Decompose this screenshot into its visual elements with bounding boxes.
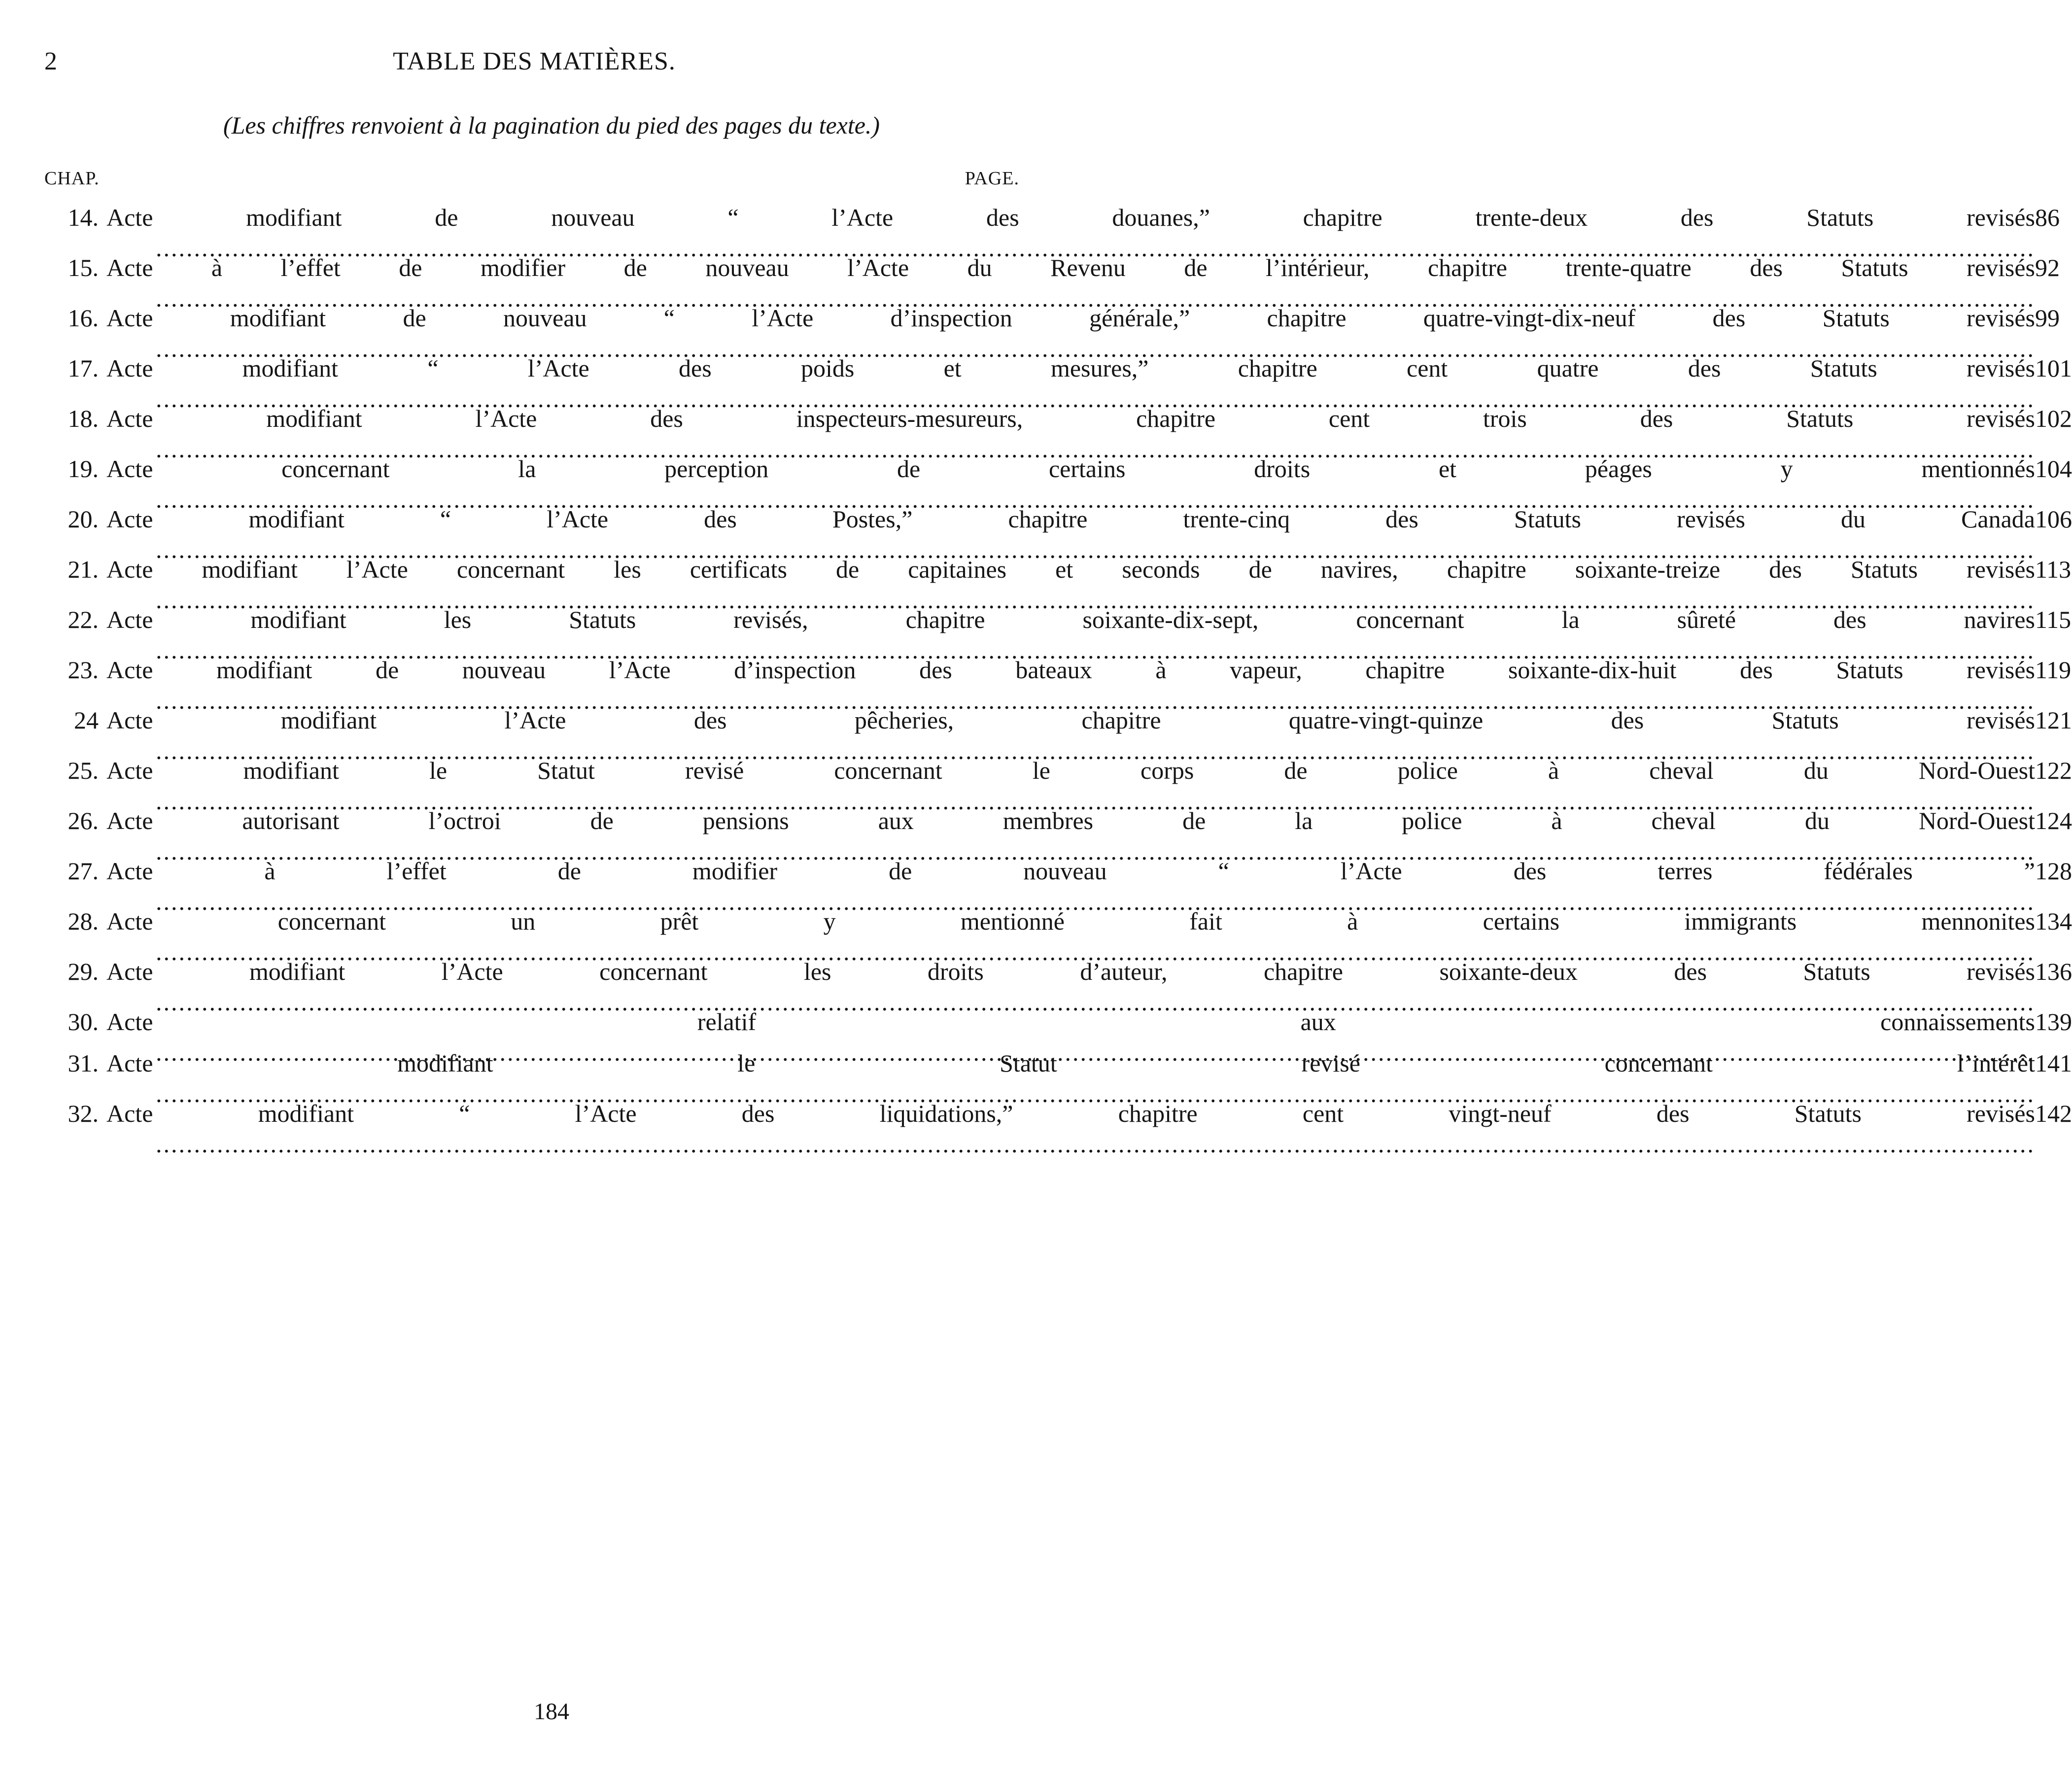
entry-title: Acte à l’effet de modifier de nouveau “ l’Acte des terres fédérales ” ..... [106,856,2035,917]
page-reference: 136 [2035,958,2072,985]
toc-entry [44,504,2072,534]
entry-title: Acte modifiant les Statuts revisés, chapitre soixante-dix-sept, concernant la sûreté des navires ..... [106,604,2035,665]
page-reference: 124 [2035,807,2072,834]
entry-title: Acte modifiant “ l’Acte des poids et mesures,” chapitre cent quatre des Statuts revisés ..... [106,353,2035,414]
page-reference: 134 [2035,907,2072,935]
chapter-number: 23. [68,656,99,684]
signature-mark: 184 [534,1698,569,1725]
chapter-number: 30. [68,1008,99,1036]
entry-title: Acte modifiant “ l’Acte des liquidations,” chapitre cent vingt-neuf des Statuts revisés ..... [106,1098,2035,1159]
table-of-contents [44,202,2072,1148]
entry-title: Acte concernant la perception de certains droits et péages y mentionnés ..... [106,453,2035,515]
chapter-number: 24 [74,706,99,734]
chapter-number: 27. [68,857,99,885]
page-reference: 141 [2035,1049,2072,1077]
chapter-number: 25. [68,757,99,784]
toc-entry [44,453,2072,484]
toc-entry [44,604,2072,635]
chapter-number: 22. [68,606,99,633]
toc-entry [44,554,2072,585]
chapter-number: 29. [68,958,99,985]
toc-entry [44,202,2060,233]
chapter-column-header: CHAP. [44,168,100,189]
entry-title: Acte modifiant l’Acte des inspecteurs-mesureurs, chapitre cent trois des Statuts revisés ..... [106,403,2035,464]
entry-title: Acte modifiant l’Acte concernant les droits d’auteur, chapitre soixante-deux des Statuts revisés ..... [106,956,2035,1017]
page-reference: 106 [2035,505,2072,533]
toc-entry [44,303,2060,333]
column-headers [44,168,1019,192]
entry-title: Acte modifiant de nouveau “ l’Acte d’inspection générale,” chapitre quatre-vingt-dix-neuf des Statuts revisés ..... [106,303,2035,364]
page-header [44,47,1024,86]
entry-title: Acte concernant un prêt y mentionné fait à certains immigrants mennonites ..... [106,906,2035,967]
chapter-number: 31. [68,1049,99,1077]
toc-entry [44,755,2072,786]
chapter-number: 26. [68,807,99,834]
toc-entry [44,252,2060,283]
page-reference: 104 [2035,455,2072,483]
page-reference: 86 [2035,204,2060,231]
page-reference: 121 [2035,706,2072,734]
page-reference: 113 [2035,555,2072,583]
entry-title: Acte modifiant de nouveau “ l’Acte des douanes,” chapitre trente-deux des Statuts revisés ..... [106,202,2035,263]
page-reference: 92 [2035,254,2060,281]
page-reference: 119 [2035,656,2072,684]
page-reference: 139 [2035,1008,2072,1036]
toc-entry [44,655,2072,685]
toc-entry [44,956,2072,987]
entry-title: Acte modifiant de nouveau l’Acte d’inspection des bateaux à vapeur, chapitre soixante-dix-huit des Statuts revisés ..... [106,655,2035,716]
entry-title: Acte relatif aux connaissements ..... [106,1006,2035,1068]
chapter-number: 15. [68,254,99,281]
page-reference: 122 [2035,757,2072,784]
toc-entry [44,403,2072,434]
entry-title: Acte modifiant le Statut revisé concernant l’intérêt ..... [106,1048,2035,1109]
chapter-number: 18. [68,405,99,432]
chapter-number: 32. [68,1100,99,1127]
page-reference: 102 [2035,405,2072,432]
chapter-number: 28. [68,907,99,935]
toc-entry [44,1098,2072,1129]
page-reference: 99 [2035,304,2060,332]
chapter-number: 19. [68,455,99,483]
chapter-number: 17. [68,354,99,382]
page-reference: 142 [2035,1100,2072,1127]
toc-entry [44,1006,2072,1037]
page-reference: 115 [2035,606,2072,633]
chapter-number: 14. [68,204,99,231]
toc-entry [44,1048,2072,1078]
toc-entry [44,353,2072,383]
entry-title: Acte modifiant l’Acte concernant les certificats de capitaines et seconds de navires, chapitre soixante-treize des Statuts revisés ..... [106,554,2035,615]
toc-entry [44,906,2072,936]
page-number: 2 [44,47,57,75]
page-reference: 101 [2035,354,2072,382]
page-column-header: PAGE. [965,168,1019,189]
chapter-number: 20. [68,505,99,533]
toc-entry [44,856,2072,886]
toc-entry [44,805,2072,836]
page-reference: 128 [2035,857,2072,885]
entry-title: Acte modifiant l’Acte des pêcheries, chapitre quatre-vingt-quinze des Statuts revisés ..... [106,705,2035,766]
toc-entry [44,705,2072,735]
entry-title: Acte modifiant “ l’Acte des Postes,” chapitre trente-cinq des Statuts revisés du Canada ..... [106,504,2035,565]
entry-title: Acte à l’effet de modifier de nouveau l’Acte du Revenu de l’intérieur, chapitre trente-quatre des Statuts revisés ..... [106,252,2035,313]
running-title: TABLE DES MATIÈRES. [393,47,676,75]
entry-title: Acte modifiant le Statut revisé concernant le corps de police à cheval du Nord-Ouest ..... [106,755,2035,816]
chapter-number: 21. [68,555,99,583]
chapter-number: 16. [68,304,99,332]
entry-title: Acte autorisant l’octroi de pensions aux membres de la police à cheval du Nord-Ouest ..... [106,805,2035,866]
subtitle-note: (Les chiffres renvoient à la pagination du pied des pages du texte.) [223,111,880,139]
